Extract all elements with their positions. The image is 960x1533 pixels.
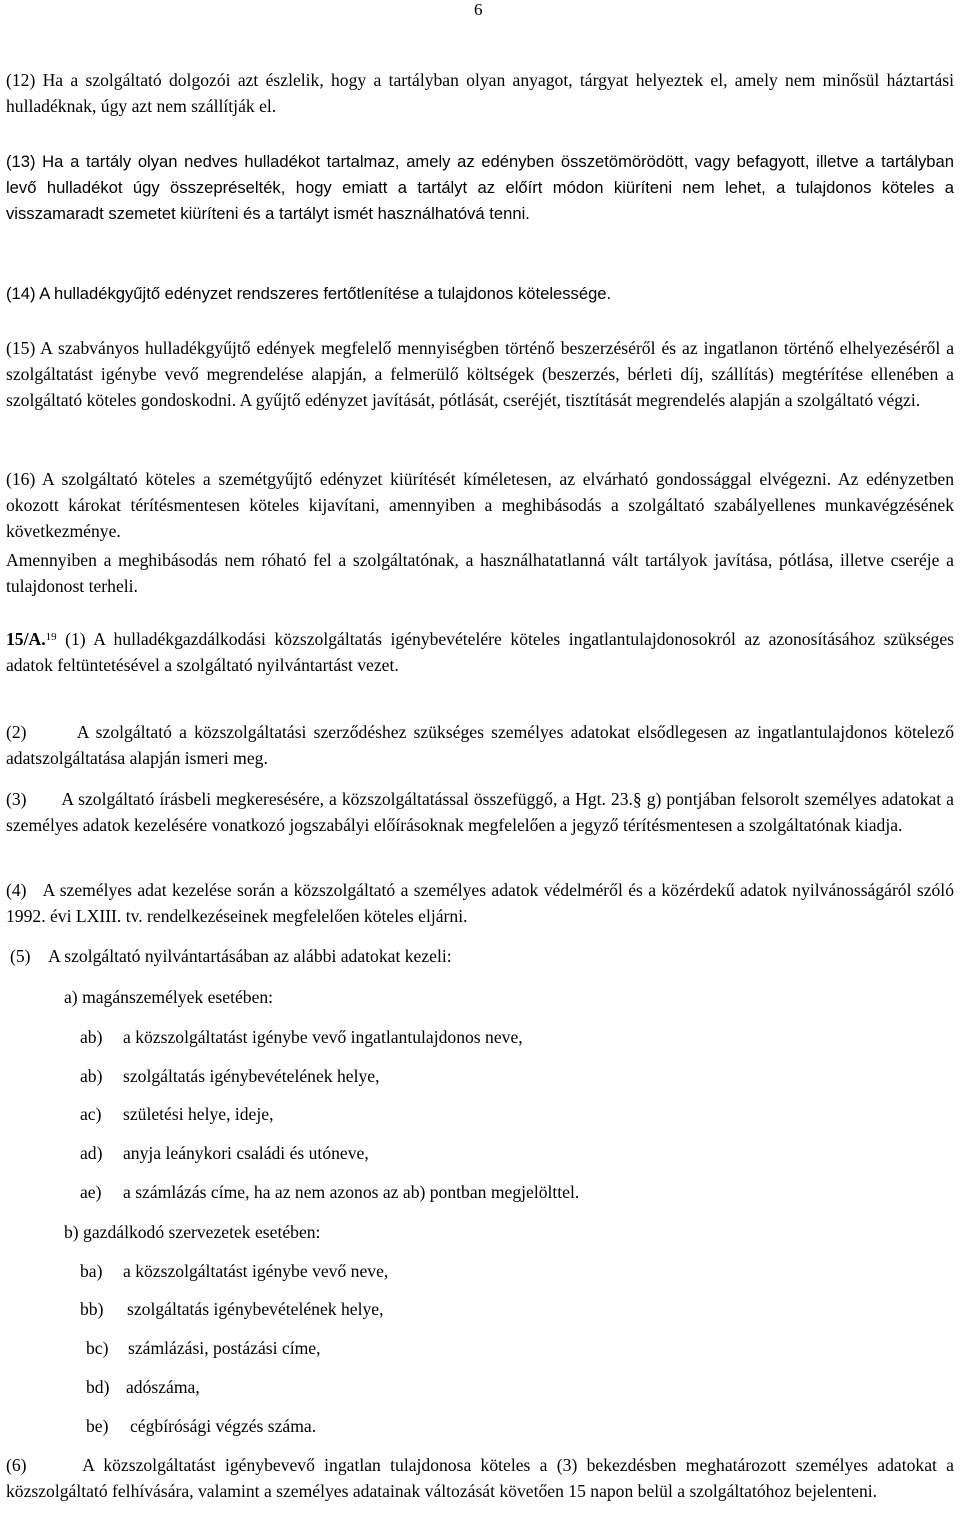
list-a-heading: a) magánszemélyek esetében: — [64, 987, 274, 1007]
paragraph-14: (14) A hulladékgyűjtő edényzet rendszeres fertőtlenítése a tulajdonos kötelessége. — [6, 284, 612, 303]
paragraph-13: (13) Ha a tartály olyan nedves hulladékot tartalmaz, amely az edényben összetömörödött, vagy befagyott, illetve a tartályban levő hulladékot úgy összepréselték, hogy emiatt a tartályt az előírt módon kiüríteni nem lehet, a tulajdonos köteles a visszamaradt szemetet kiüríteni és a tartályt ismét használhatóvá tenni. — [6, 152, 954, 223]
section-15a-paragraph-5: (5) A szolgáltató nyilvántartásában az alábbi adatokat kezeli: — [10, 946, 452, 966]
section-15a-label: 15/A. — [6, 629, 46, 649]
section-15a-paragraph-1 — [6, 626, 954, 678]
section-15a-paragraph-6: (6) A közszolgáltatást igénybevevő ingatlan tulajdonosa köteles a (3) bekezdésben meghatározott személyes adatokat a közszolgáltató felhívására, valamint a személyes adatainak változását követően 15 napon belül a szolgáltatóhoz bejelenteni. — [6, 1455, 954, 1501]
list-item: ad) anyja leánykori családi és utóneve, — [80, 1143, 369, 1163]
paragraph-16-continued: Amennyiben a meghibásodás nem róható fel a szolgáltatónak, a használhatatlanná vált tartályok javítása, pótlása, illetve cseréje a tulajdonost terheli. — [6, 550, 954, 596]
list-item: ab) a közszolgáltatást igénybe vevő ingatlantulajdonos neve, — [80, 1027, 523, 1047]
list-item: be) cégbírósági végzés száma. — [86, 1416, 317, 1436]
paragraph-16: (16) A szolgáltató köteles a szemétgyűjtő edényzet kiürítését kíméletesen, az elvárható gondossággal elvégezni. Az edényzetben okozott károkat térítésmentesen köteles kijavítani, amennyiben a meghibásodás a szolgáltató szabályellenes munkavégzésének következménye. — [6, 469, 954, 541]
list-item: ae) a számlázás címe, ha az nem azonos az ab) pontban megjelölttel. — [80, 1182, 580, 1202]
list-item: ac) születési helye, ideje, — [80, 1104, 274, 1124]
paragraph-15: (15) A szabványos hulladékgyűjtő edények megfelelő mennyiségben történő beszerzéséről és az ingatlanon történő elhelyezéséről a szolgáltatást igénybe vevő megrendelése alapján, a felmerülő költségek (beszerzés, bérleti díj, szállítás) megtérítése ellenében a szolgáltató köteles gondoskodni. A gyűjtő edényzet javítását, pótlását, cseréjét, tisztítását megrendelés alapján a szolgáltató végzi. — [6, 338, 954, 410]
section-15a-paragraph-2: (2) A szolgáltató a közszolgáltatási szerződéshez szükséges személyes adatokat elsődlegesen az ingatlantulajdonos kötelező adatszolgáltatása alapján ismeri meg. — [6, 722, 954, 768]
list-item: ab) szolgáltatás igénybevételének helye, — [80, 1066, 380, 1086]
list-item: bb) szolgáltatás igénybevételének helye, — [80, 1299, 384, 1319]
section-15a-paragraph-4: (4) A személyes adat kezelése során a közszolgáltató a személyes adatok védelméről és a közérdekű adatok nyilvánosságáról szóló 1992. évi LXIII. tv. rendelkezéseinek megfelelően köteles eljárni. — [6, 880, 954, 926]
list-b-heading: b) gazdálkodó szervezetek esetében: — [64, 1222, 321, 1242]
list-item: ba) a közszolgáltatást igénybe vevő neve, — [80, 1261, 389, 1281]
page-number: 6 — [474, 0, 483, 19]
section-15a-paragraph-3: (3) A szolgáltató írásbeli megkeresésére, a közszolgáltatással összefüggő, a Hgt. 23.§ g) pontjában felsorolt személyes adatokat a személyes adatok kezelésére vonatkozó jogszabályi előírásoknak megfelelően a jegyző térítésmentesen a szolgáltatónak kiadja. — [6, 789, 954, 835]
footnote-ref: 19 — [45, 631, 57, 643]
section-15a-text: (1) A hulladékgazdálkodási közszolgáltatás igénybevételére köteles ingatlantulajdonosokról az azonosításához szükséges adatok feltüntetésével a szolgáltató nyilvántartást vezet. — [6, 629, 954, 675]
paragraph-12: (12) Ha a szolgáltató dolgozói azt észlelik, hogy a tartályban olyan anyagot, tárgyat helyeztek el, amely nem minősül háztartási hulladéknak, úgy azt nem szállítják el. — [6, 70, 954, 116]
list-item: bd) adószáma, — [86, 1377, 200, 1397]
list-item: bc) számlázási, postázási címe, — [86, 1338, 321, 1358]
